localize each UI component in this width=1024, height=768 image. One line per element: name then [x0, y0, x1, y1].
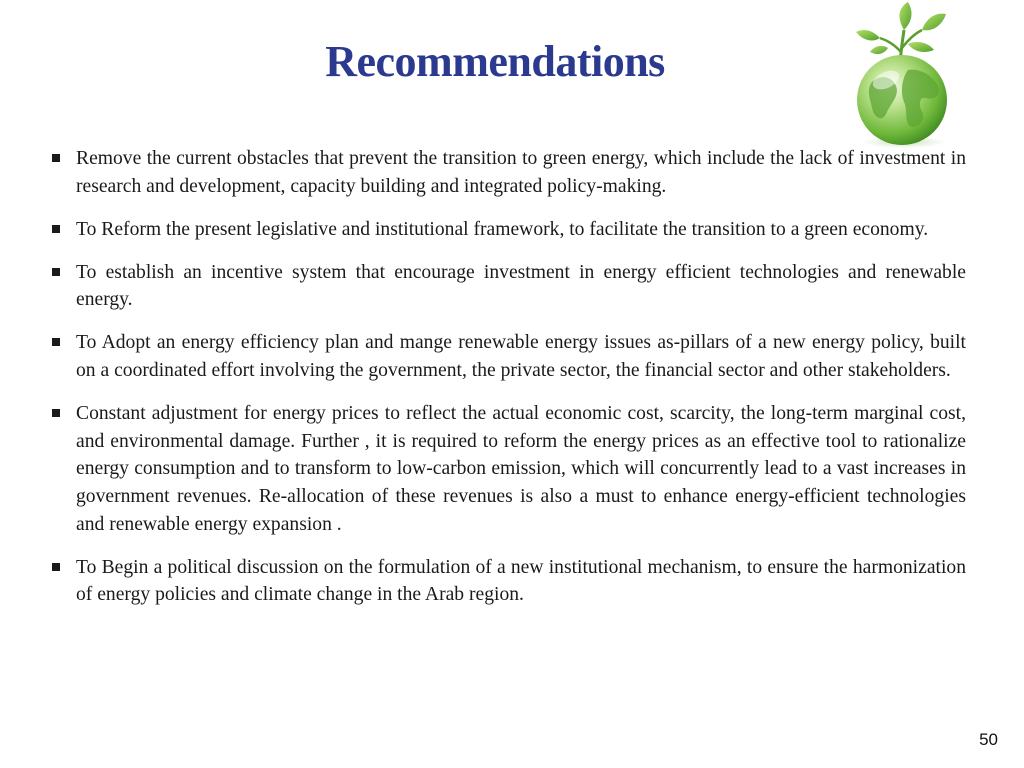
square-bullet-icon: [52, 225, 60, 233]
recommendations-list: [48, 145, 966, 624]
slide-title: Recommendations: [325, 37, 665, 86]
square-bullet-icon: [52, 268, 60, 276]
list-item: [48, 400, 966, 538]
list-item: [48, 329, 966, 384]
square-bullet-icon: [52, 338, 60, 346]
green-globe-with-sprout-icon: [842, 0, 962, 150]
square-bullet-icon: [52, 563, 60, 571]
list-item: [48, 259, 966, 314]
bullet-text: Remove the current obstacles that prevent the transition to green energy, which include the lack of investment in research and development, capacity building and integrated policy-making.: [76, 148, 966, 197]
bullet-text: To Adopt an energy efficiency plan and mange renewable energy issues as-pillars of a new energy policy, built on a coordinated effort involving the government, the private sector, the financial sector and other stakeholders.: [76, 332, 966, 382]
list-item: [48, 216, 966, 244]
page-number: 50: [979, 730, 998, 749]
square-bullet-icon: [52, 409, 60, 417]
list-item: [48, 145, 966, 200]
bullet-text: Constant adjustment for energy prices to reflect the actual economic cost, scarcity, the long-term marginal cost, and environmental damage. Further , it is required to reform the energy prices as an effective tool to rationalize energy consumption and to transform to low-carbon emission, which will concurrently lead to a vast increases in government revenues. Re-allocation of these revenues is also a must to enhance energy-efficient technologies and renewable energy expansion .: [76, 403, 966, 535]
bullet-text: To establish an incentive system that encourage investment in energy efficient technologies and renewable energy.: [76, 261, 966, 311]
list-item: [48, 554, 966, 609]
bullet-text: To Reform the present legislative and institutional framework, to facilitate the transition to a green economy.: [76, 218, 929, 240]
square-bullet-icon: [52, 154, 60, 162]
bullet-text: To Begin a political discussion on the formulation of a new institutional mechanism, to ensure the harmonization of energy policies and climate change in the Arab region.: [76, 556, 966, 606]
